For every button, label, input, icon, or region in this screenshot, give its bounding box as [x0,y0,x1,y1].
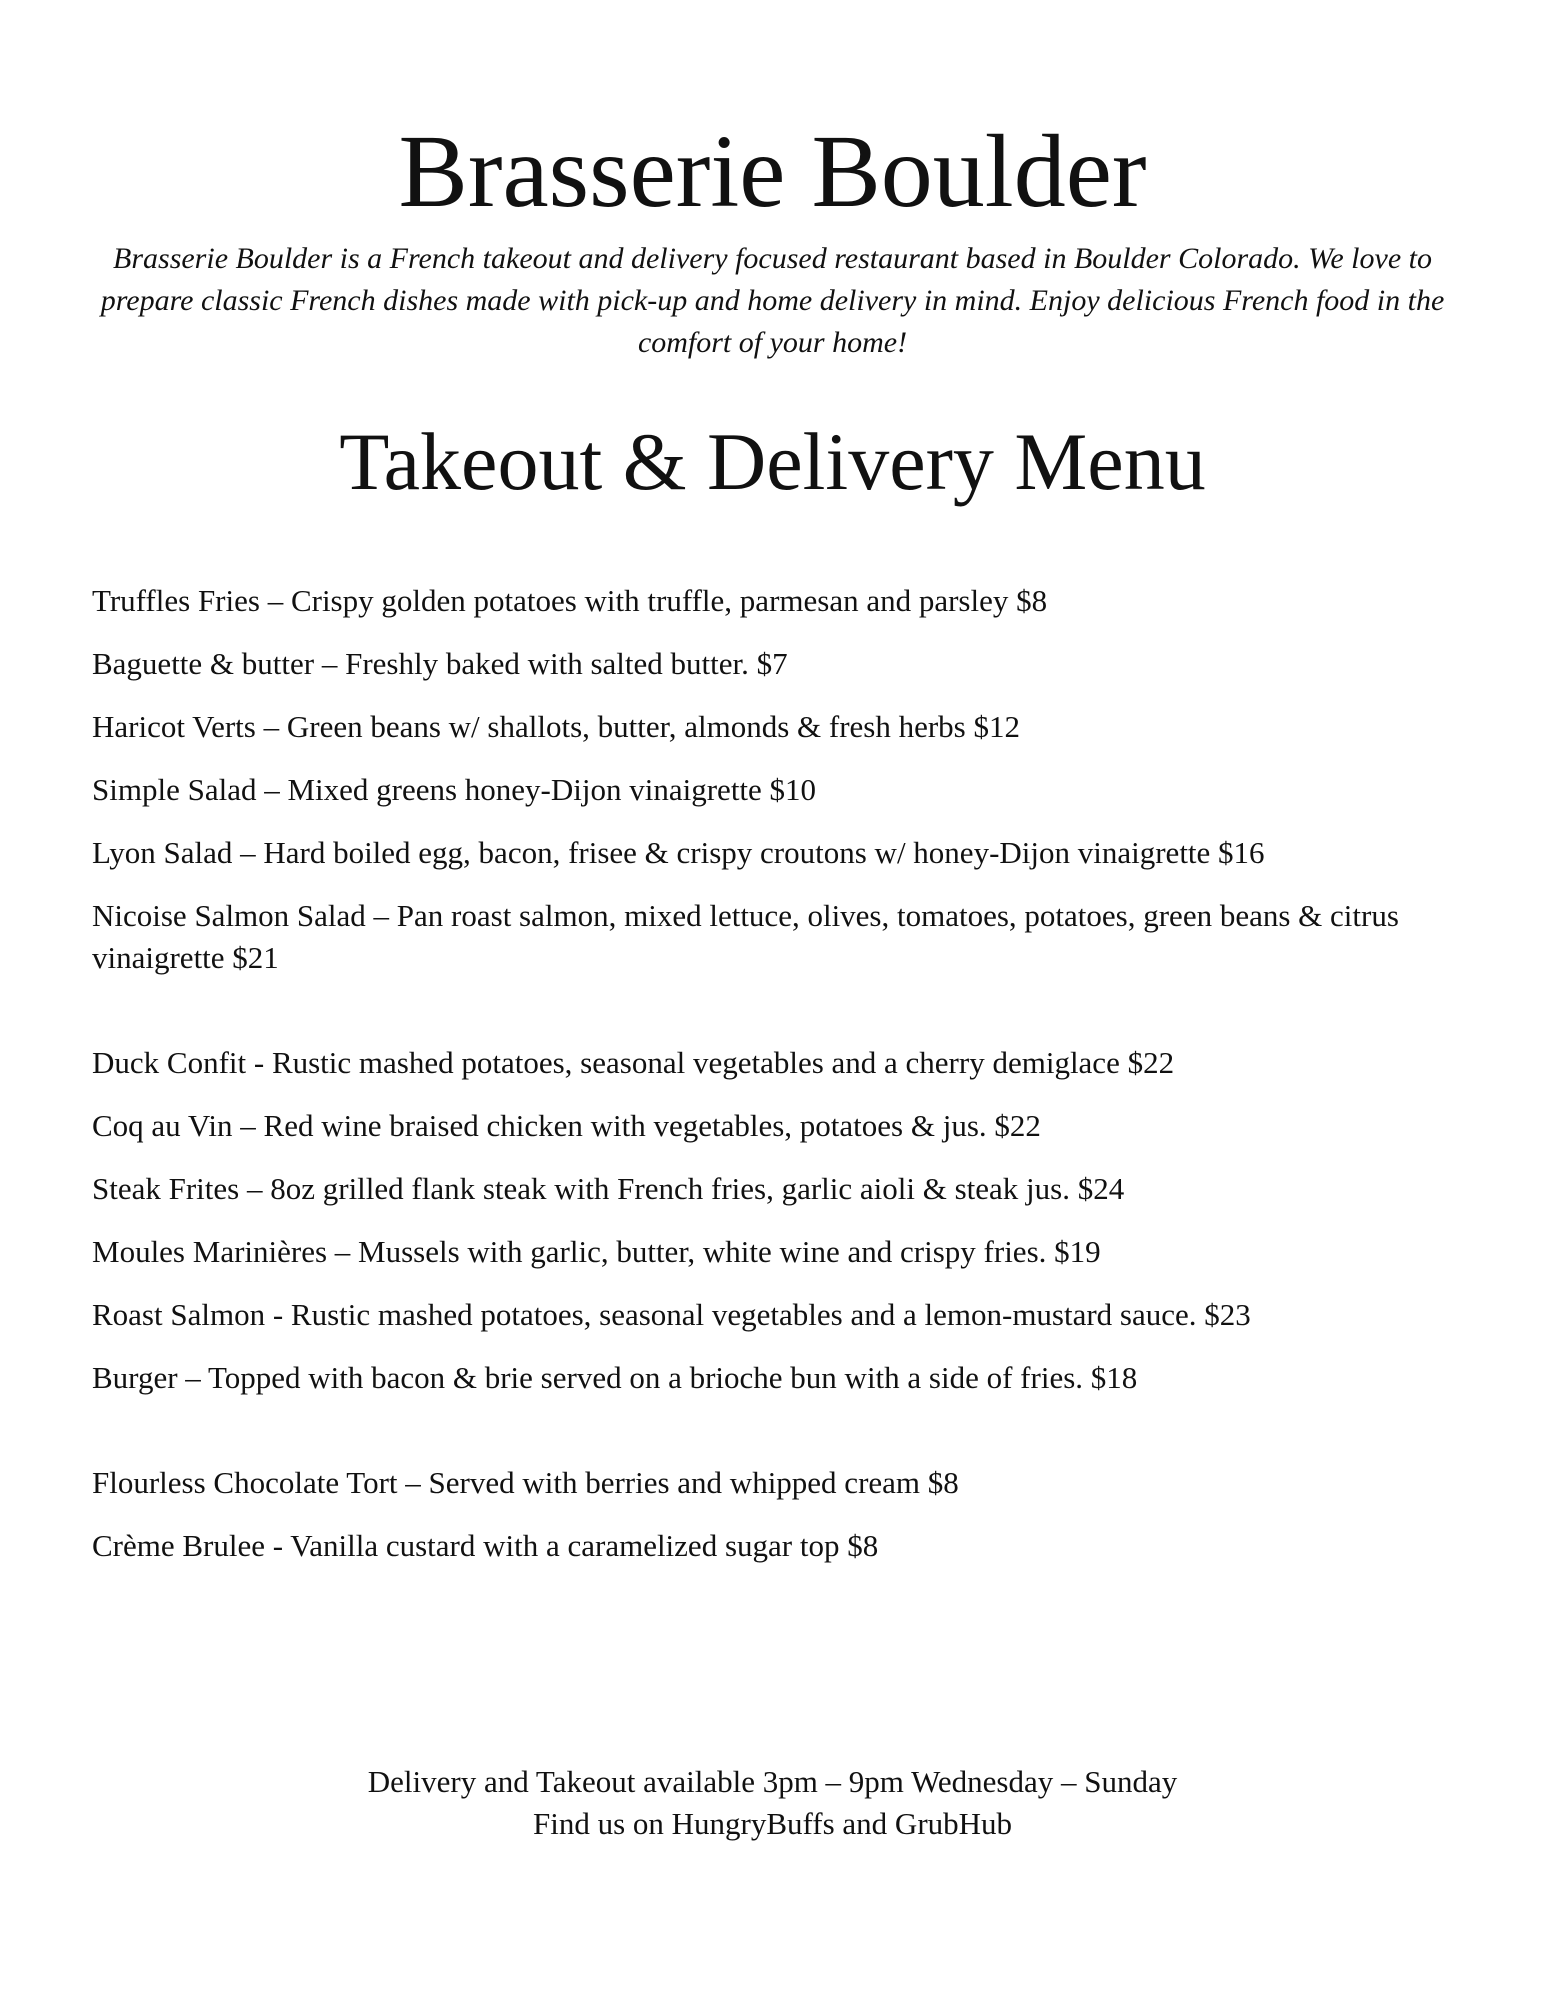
menu-item: Truffles Fries – Crispy golden potatoes with truffle, parmesan and parsley $8 [92,583,1048,618]
menu-item: Coq au Vin – Red wine braised chicken with vegetables, potatoes & jus. $22 [92,1108,1041,1143]
section-divider [92,1000,1462,1042]
hours-text: Delivery and Takeout available 3pm – 9pm Wednesday – Sunday [367,1764,1178,1799]
menu-item: Roast Salmon - Rustic mashed potatoes, seasonal vegetables and a lemon-mustard sauce. $23 [92,1297,1251,1332]
restaurant-name: Brasserie Boulder [398,114,1147,229]
menu-item: Burger – Topped with bacon & brie served on a brioche bun with a side of fries. $18 [92,1360,1138,1395]
menu-item: Steak Frites – 8oz grilled flank steak with French fries, garlic aioli & steak jus. $24 [92,1171,1125,1206]
restaurant-intro: Brasserie Boulder is a French takeout and delivery focused restaurant based in Boulder Colorado. We love to prepare classic French dishes made with pick-up and home delivery in mind. Enjoy delicious French food in the comfort of your home! [100,242,1445,359]
footer [0,1761,1545,1845]
menu-item: Simple Salad – Mixed greens honey-Dijon vinaigrette $10 [92,772,817,807]
menu-items [92,580,1462,1588]
menu-item: Flourless Chocolate Tort – Served with berries and whipped cream $8 [92,1465,959,1500]
mains-section [92,1042,1462,1399]
menu-item: Moules Marinières – Mussels with garlic, butter, white wine and crispy fries. $19 [92,1234,1101,1269]
menu-title: Takeout & Delivery Menu [339,416,1206,507]
menu-item: Crème Brulee - Vanilla custard with a caramelized sugar top $8 [92,1528,879,1563]
menu-item: Lyon Salad – Hard boiled egg, bacon, frisee & crispy croutons w/ honey-Dijon vinaigrette $16 [92,835,1265,870]
section-divider [92,1420,1462,1462]
desserts-section [92,1462,1462,1567]
menu-item: Haricot Verts – Green beans w/ shallots, butter, almonds & fresh herbs $12 [92,709,1020,744]
menu-item: Nicoise Salmon Salad – Pan roast salmon, mixed lettuce, olives, tomatoes, potatoes, green beans & citrus vinaigrette $21 [92,898,1399,975]
menu-item: Baguette & butter – Freshly baked with salted butter. $7 [92,646,788,681]
starters-section [92,580,1462,979]
menu-item: Duck Confit - Rustic mashed potatoes, seasonal vegetables and a cherry demiglace $22 [92,1045,1175,1080]
platforms-text: Find us on HungryBuffs and GrubHub [532,1806,1013,1841]
